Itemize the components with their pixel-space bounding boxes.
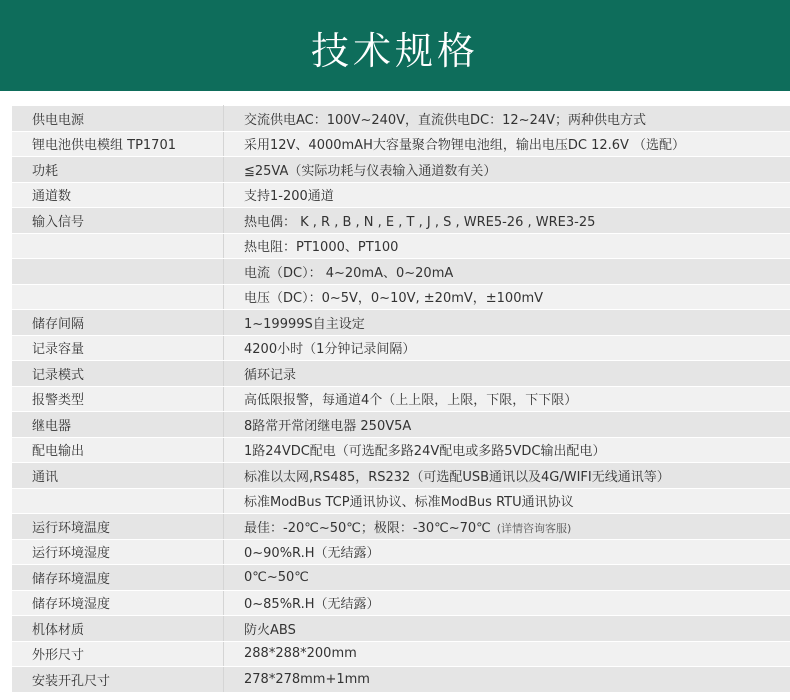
spec-value-cell — [224, 386, 790, 412]
spec-name: 安装开孔尺寸 — [12, 667, 224, 693]
spec-row — [12, 590, 790, 616]
spec-value: 电压（DC）：0~5V，0~10V, ±20mV，±100mV — [244, 291, 544, 307]
spec-value-cell — [224, 335, 790, 361]
spec-name: 储存间隔 — [12, 310, 224, 336]
spec-name: 通道数 — [12, 182, 224, 208]
spec-name: 运行环境湿度 — [12, 539, 224, 565]
spec-row — [12, 667, 790, 693]
spec-value: 8路常开常闭继电器 250V5A — [244, 418, 412, 434]
spec-table — [12, 105, 790, 693]
spec-value: 278*278mm+1mm — [244, 671, 370, 687]
spec-value-cell — [224, 412, 790, 438]
spec-row — [12, 157, 790, 183]
spec-row — [12, 565, 790, 591]
spec-name — [12, 284, 224, 310]
spec-value-cell — [224, 310, 790, 336]
spec-name: 继电器 — [12, 412, 224, 438]
spec-value: 电流（DC）： 4~20mA、0~20mA — [244, 265, 454, 281]
spec-value: ≦25VA（实际功耗与仪表输入通道数有关） — [244, 163, 497, 179]
spec-name: 配电输出 — [12, 437, 224, 463]
spec-value: 0~90%R.H（无结露） — [244, 546, 380, 562]
spec-name: 报警类型 — [12, 386, 224, 412]
spec-value: 高低限报警，每通道4个（上上限，上限，下限，下下限） — [244, 393, 578, 409]
spec-value-cell — [224, 488, 790, 514]
spec-name: 输入信号 — [12, 208, 224, 234]
page-title: 技术规格 — [310, 29, 479, 73]
spec-value-cell — [224, 616, 790, 642]
spec-row — [12, 284, 790, 310]
spec-name — [12, 259, 224, 285]
spec-value: 1~19999S自主设定 — [244, 316, 365, 332]
spec-value: 采用12V、4000mAH大容量聚合物锂电池组，输出电压DC 12.6V （选配） — [244, 138, 686, 154]
spec-value: 标准以太网,RS485，RS232（可选配USB通讯以及4G/WIFI无线通讯等） — [244, 469, 670, 485]
spec-row — [12, 208, 790, 234]
spec-row — [12, 641, 790, 667]
spec-name: 功耗 — [12, 157, 224, 183]
spec-name: 记录模式 — [12, 361, 224, 387]
spec-value-cell — [224, 641, 790, 667]
spec-row — [12, 361, 790, 387]
spec-value: 288*288*200mm — [244, 646, 357, 662]
spec-row — [12, 335, 790, 361]
spec-name: 运行环境温度 — [12, 514, 224, 540]
spec-value-cell — [224, 437, 790, 463]
spec-value: 交流供电AC：100V~240V，直流供电DC：12~24V；两种供电方式 — [244, 112, 647, 128]
spec-value-cell — [224, 514, 790, 540]
spec-row — [12, 616, 790, 642]
spec-value: 0℃~50℃ — [244, 569, 309, 585]
spec-row — [12, 412, 790, 438]
spec-row — [12, 182, 790, 208]
spec-value: 循环记录 — [244, 367, 297, 383]
spec-row — [12, 259, 790, 285]
spec-name — [12, 488, 224, 514]
spec-row — [12, 233, 790, 259]
spec-row — [12, 514, 790, 540]
spec-row — [12, 437, 790, 463]
spec-name: 供电电源 — [12, 106, 224, 132]
spec-value-cell — [224, 284, 790, 310]
spec-value: 支持1-200通道 — [244, 189, 334, 205]
spec-table-body — [12, 106, 790, 693]
spec-value-cell — [224, 361, 790, 387]
spec-value: 4200小时（1分钟记录间隔） — [244, 342, 416, 358]
spec-name: 锂电池供电模组 TP1701 — [12, 131, 224, 157]
spec-value-cell — [224, 259, 790, 285]
spec-value: 1路24VDC配电（可选配多路24V配电或多路5VDC输出配电） — [244, 444, 606, 460]
spec-value-cell — [224, 182, 790, 208]
spec-name: 储存环境温度 — [12, 565, 224, 591]
spec-row — [12, 310, 790, 336]
spec-value-cell — [224, 208, 790, 234]
spec-value: 标准ModBus TCP通讯协议、标准ModBus RTU通讯协议 — [244, 495, 574, 511]
spec-name: 机体材质 — [12, 616, 224, 642]
spec-value: 最佳：-20℃~50℃；极限：-30℃~70℃ — [244, 520, 491, 536]
spec-value-cell — [224, 667, 790, 693]
spec-value-cell — [224, 565, 790, 591]
spec-value: 热电阻：PT1000、PT100 — [244, 240, 399, 256]
spec-value-cell — [224, 106, 790, 132]
spec-name: 外形尺寸 — [12, 641, 224, 667]
spec-value-cell — [224, 131, 790, 157]
spec-row — [12, 539, 790, 565]
spec-row — [12, 488, 790, 514]
spec-value-cell — [224, 539, 790, 565]
spec-value: 0~85%R.H（无结露） — [244, 597, 380, 613]
spec-value: 防火ABS — [244, 622, 296, 638]
spec-row — [12, 386, 790, 412]
spec-name: 储存环境湿度 — [12, 590, 224, 616]
spec-name: 通讯 — [12, 463, 224, 489]
spec-row — [12, 106, 790, 132]
spec-name — [12, 233, 224, 259]
spec-value-cell — [224, 463, 790, 489]
spec-note: (详情咨询客服) — [496, 521, 572, 535]
spec-value-cell — [224, 157, 790, 183]
spec-row — [12, 463, 790, 489]
spec-row — [12, 131, 790, 157]
title-banner — [0, 0, 790, 91]
spec-name: 记录容量 — [12, 335, 224, 361]
spec-value-cell — [224, 590, 790, 616]
spec-value-cell — [224, 233, 790, 259]
spec-value: 热电偶： K , R , B , N , E , T , J , S , WRE5-26 , WRE3-25 — [244, 214, 596, 230]
